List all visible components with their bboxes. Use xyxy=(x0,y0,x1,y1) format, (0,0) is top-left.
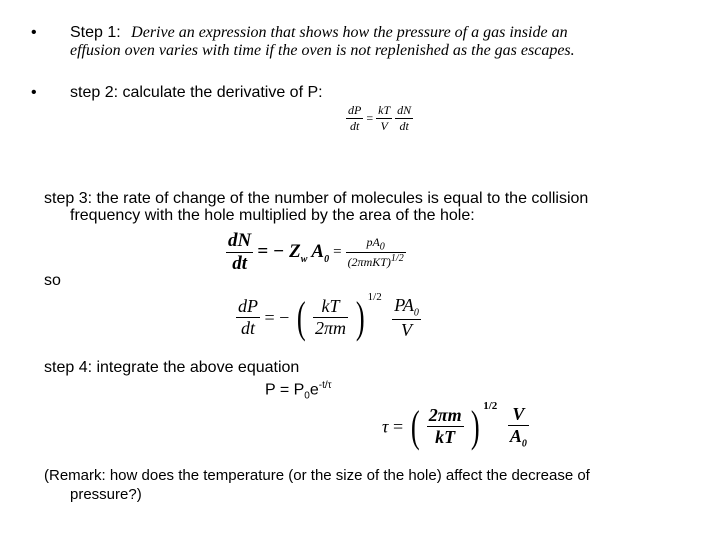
eq4-rparen: ) xyxy=(471,402,480,452)
step1-text-line2: effusion oven varies with time if the oven is not replenished as the gas escapes. xyxy=(70,42,575,59)
eq3-rparen: ) xyxy=(355,293,365,343)
eq4-lparen: ( xyxy=(410,402,420,452)
eq4-exp: 1/2 xyxy=(483,400,498,412)
eq3-lhs-den: dt xyxy=(240,318,255,339)
eq2-rhs-num-sub: 0 xyxy=(379,241,385,253)
eq4-equals: = xyxy=(392,416,404,437)
step3-text-line1: step 3: the rate of change of the number of molecules is equal to the collision xyxy=(44,190,589,207)
equation-tau xyxy=(382,400,529,452)
bullet-symbol: • xyxy=(31,84,37,101)
eq4-tau: τ xyxy=(382,416,389,437)
bullet-1 xyxy=(31,23,37,42)
eq1-f3-den: dt xyxy=(399,119,409,133)
eq3-lparen: ( xyxy=(296,293,306,343)
eq2-a0: A xyxy=(311,240,325,262)
equation-dn-dt xyxy=(226,230,406,275)
equation-dp-dt-final xyxy=(236,291,421,343)
step1-heading xyxy=(70,23,568,42)
eq3-rhs-num: PA xyxy=(394,295,414,316)
eq3-inner-den: 2πm xyxy=(314,318,346,339)
step4-p-equation xyxy=(265,376,332,406)
eq1-f3-num: dN xyxy=(397,103,412,117)
eq2-mid-sub: w xyxy=(300,253,308,265)
eq2-rhs-num: pA xyxy=(366,234,380,249)
eq2-equals: = xyxy=(333,244,342,260)
eq1-lhs-den: dt xyxy=(350,119,360,133)
eq4-inner-num: 2πm xyxy=(428,405,462,426)
step4-p-exp: -t/τ xyxy=(318,380,332,391)
eq2-a0-sub: 0 xyxy=(324,253,330,265)
step4-p-eq: P = P xyxy=(265,381,305,399)
eq3-rhs-num-sub: 0 xyxy=(413,307,419,319)
bullet-symbol: • xyxy=(31,24,37,41)
eq1-f2-num: kT xyxy=(378,103,391,117)
eq4-rhs-den-sub: 0 xyxy=(521,438,527,450)
so-label: so xyxy=(44,272,61,289)
remark-line1: (Remark: how does the temperature (or the size of the hole) affect the decrease of xyxy=(44,467,590,484)
eq2-mid: = − Z xyxy=(257,240,301,262)
equation-dp-dt xyxy=(346,103,413,134)
eq2-rhs-den: (2πmKT) xyxy=(347,255,391,270)
eq4-rhs-den: A xyxy=(509,426,522,447)
bullet-2 xyxy=(31,83,37,102)
eq2-rhs-den-sup: 1/2 xyxy=(390,253,404,265)
step1-text-line1: Derive an expression that shows how the pressure of a gas inside an xyxy=(131,24,568,41)
eq1-lhs-num: dP xyxy=(348,103,362,117)
eq3-inner-num: kT xyxy=(313,296,348,318)
remark-line2: pressure?) xyxy=(70,486,142,503)
eq1-f2-den: V xyxy=(380,119,388,133)
eq4-rhs-num: V xyxy=(508,404,529,426)
eq2-lhs-den: dt xyxy=(232,253,247,274)
eq1-equals: = xyxy=(366,111,374,125)
eq3-rhs-den: V xyxy=(401,319,413,340)
eq3-lhs-num: dP xyxy=(238,296,258,317)
step3-text-line2: frequency with the hole multiplied by the area of the hole: xyxy=(70,207,475,224)
eq4-inner-den: kT xyxy=(435,427,456,448)
eq3-equals: = − xyxy=(264,307,290,328)
step1-label: Step 1: xyxy=(70,24,121,41)
eq2-lhs-num: dN xyxy=(228,230,252,251)
eq3-exp: 1/2 xyxy=(367,291,382,303)
step4-p-sub: 0 xyxy=(304,390,310,402)
step4-p-e: e xyxy=(309,381,319,399)
step4-text: step 4: integrate the above equation xyxy=(44,359,300,376)
step2-text: step 2: calculate the derivative of P: xyxy=(70,84,323,101)
